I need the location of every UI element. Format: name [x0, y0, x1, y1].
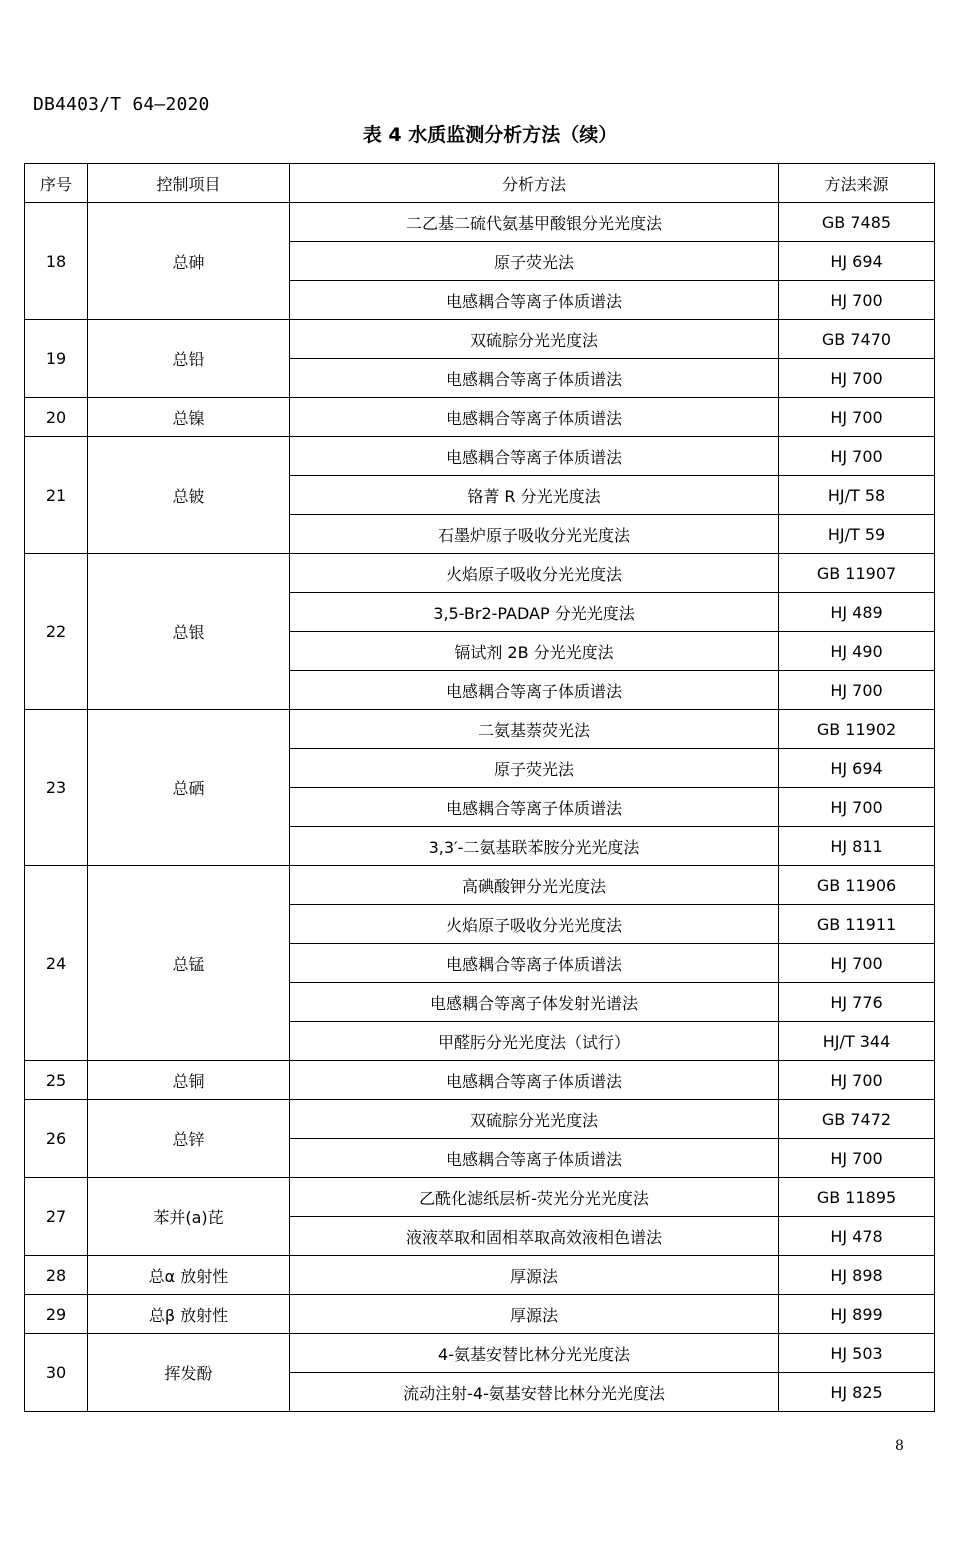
method-source-cell: HJ/T 344	[779, 1022, 935, 1061]
table-title: 表 4 水质监测分析方法（续）	[362, 124, 618, 146]
table-header-row	[25, 164, 935, 203]
table-row	[25, 398, 935, 437]
control-item-cell: 总银	[88, 554, 290, 710]
method-source-cell: HJ 700	[779, 1139, 935, 1178]
serial-number-cell: 28	[25, 1256, 88, 1295]
analysis-method-cell: 电感耦合等离子体质谱法	[290, 359, 779, 398]
analysis-method-cell: 电感耦合等离子体质谱法	[290, 281, 779, 320]
page-number: 8	[895, 1438, 904, 1454]
analysis-method-cell: 电感耦合等离子体质谱法	[290, 1061, 779, 1100]
analysis-method-cell: 铬菁 R 分光光度法	[290, 476, 779, 515]
method-source-cell: HJ 694	[779, 242, 935, 281]
table-row	[25, 1256, 935, 1295]
control-item-cell: 总铍	[88, 437, 290, 554]
method-source-cell: HJ 489	[779, 593, 935, 632]
analysis-method-cell: 厚源法	[290, 1295, 779, 1334]
table-row	[25, 437, 935, 476]
method-source-cell: HJ 700	[779, 788, 935, 827]
analysis-method-cell: 二氨基萘荧光法	[290, 710, 779, 749]
method-source-cell: HJ 700	[779, 359, 935, 398]
method-source-cell: GB 11907	[779, 554, 935, 593]
method-source-cell: HJ 811	[779, 827, 935, 866]
method-source-cell: HJ 478	[779, 1217, 935, 1256]
analysis-method-cell: 火焰原子吸收分光光度法	[290, 554, 779, 593]
method-source-cell: HJ 825	[779, 1373, 935, 1412]
serial-number-cell: 30	[25, 1334, 88, 1412]
analysis-method-cell: 电感耦合等离子体质谱法	[290, 944, 779, 983]
analysis-method-cell: 电感耦合等离子体质谱法	[290, 671, 779, 710]
analysis-method-cell: 高碘酸钾分光光度法	[290, 866, 779, 905]
method-source-cell: HJ 899	[779, 1295, 935, 1334]
method-source-cell: HJ 898	[779, 1256, 935, 1295]
control-item-cell: 总铜	[88, 1061, 290, 1100]
serial-number-cell: 20	[25, 398, 88, 437]
control-item-cell: 总α 放射性	[88, 1256, 290, 1295]
method-source-cell: GB 7472	[779, 1100, 935, 1139]
control-item-cell: 苯并(a)芘	[88, 1178, 290, 1256]
method-source-cell: HJ 694	[779, 749, 935, 788]
serial-number-cell: 24	[25, 866, 88, 1061]
serial-number-cell: 27	[25, 1178, 88, 1256]
control-item-cell: 总锰	[88, 866, 290, 1061]
control-item-cell: 总硒	[88, 710, 290, 866]
serial-number-cell: 21	[25, 437, 88, 554]
method-source-cell: GB 7485	[779, 203, 935, 242]
analysis-method-cell: 电感耦合等离子体质谱法	[290, 437, 779, 476]
analysis-method-cell: 4-氨基安替比林分光光度法	[290, 1334, 779, 1373]
table-row	[25, 554, 935, 593]
method-source-cell: HJ 700	[779, 437, 935, 476]
analysis-method-cell: 原子荧光法	[290, 242, 779, 281]
serial-number-cell: 18	[25, 203, 88, 320]
serial-number-cell: 26	[25, 1100, 88, 1178]
table-row	[25, 710, 935, 749]
method-source-cell: GB 7470	[779, 320, 935, 359]
method-source-cell: HJ 503	[779, 1334, 935, 1373]
method-source-cell: HJ 700	[779, 944, 935, 983]
method-source-cell: HJ 700	[779, 281, 935, 320]
analysis-method-cell: 原子荧光法	[290, 749, 779, 788]
analysis-method-cell: 镉试剂 2B 分光光度法	[290, 632, 779, 671]
control-item-cell: 挥发酚	[88, 1334, 290, 1412]
control-item-cell: 总铅	[88, 320, 290, 398]
analysis-method-cell: 厚源法	[290, 1256, 779, 1295]
method-source-cell: GB 11895	[779, 1178, 935, 1217]
methods-table	[24, 163, 935, 1412]
analysis-method-cell: 乙酰化滤纸层析-荧光分光光度法	[290, 1178, 779, 1217]
table-row	[25, 866, 935, 905]
analysis-method-cell: 火焰原子吸收分光光度法	[290, 905, 779, 944]
table-row	[25, 1334, 935, 1373]
table-row	[25, 1295, 935, 1334]
analysis-method-cell: 3,5-Br2-PADAP 分光光度法	[290, 593, 779, 632]
analysis-method-cell: 电感耦合等离子体质谱法	[290, 398, 779, 437]
method-source-cell: HJ 700	[779, 1061, 935, 1100]
method-source-cell: HJ/T 59	[779, 515, 935, 554]
method-source-cell: GB 11911	[779, 905, 935, 944]
control-item-cell: 总锌	[88, 1100, 290, 1178]
analysis-method-cell: 双硫腙分光光度法	[290, 320, 779, 359]
serial-number-cell: 25	[25, 1061, 88, 1100]
column-header: 分析方法	[290, 164, 779, 203]
analysis-method-cell: 二乙基二硫代氨基甲酸银分光光度法	[290, 203, 779, 242]
control-item-cell: 总β 放射性	[88, 1295, 290, 1334]
method-source-cell: HJ 700	[779, 398, 935, 437]
table-row	[25, 1100, 935, 1139]
control-item-cell: 总砷	[88, 203, 290, 320]
column-header: 序号	[25, 164, 88, 203]
table-body	[25, 203, 935, 1412]
serial-number-cell: 29	[25, 1295, 88, 1334]
analysis-method-cell: 甲醛肟分光光度法（试行）	[290, 1022, 779, 1061]
analysis-method-cell: 3,3′-二氨基联苯胺分光光度法	[290, 827, 779, 866]
analysis-method-cell: 流动注射-4-氨基安替比林分光光度法	[290, 1373, 779, 1412]
table-row	[25, 320, 935, 359]
analysis-method-cell: 石墨炉原子吸收分光光度法	[290, 515, 779, 554]
method-source-cell: GB 11906	[779, 866, 935, 905]
control-item-cell: 总镍	[88, 398, 290, 437]
document-code: DB4403/T 64—2020	[33, 94, 210, 115]
method-source-cell: HJ 700	[779, 671, 935, 710]
table-row	[25, 1061, 935, 1100]
method-source-cell: HJ/T 58	[779, 476, 935, 515]
analysis-method-cell: 电感耦合等离子体质谱法	[290, 788, 779, 827]
analysis-method-cell: 电感耦合等离子体发射光谱法	[290, 983, 779, 1022]
serial-number-cell: 22	[25, 554, 88, 710]
serial-number-cell: 19	[25, 320, 88, 398]
method-source-cell: GB 11902	[779, 710, 935, 749]
table-row	[25, 1178, 935, 1217]
analysis-method-cell: 液液萃取和固相萃取高效液相色谱法	[290, 1217, 779, 1256]
column-header: 方法来源	[779, 164, 935, 203]
method-source-cell: HJ 490	[779, 632, 935, 671]
table-row	[25, 203, 935, 242]
column-header: 控制项目	[88, 164, 290, 203]
serial-number-cell: 23	[25, 710, 88, 866]
analysis-method-cell: 电感耦合等离子体质谱法	[290, 1139, 779, 1178]
analysis-method-cell: 双硫腙分光光度法	[290, 1100, 779, 1139]
method-source-cell: HJ 776	[779, 983, 935, 1022]
